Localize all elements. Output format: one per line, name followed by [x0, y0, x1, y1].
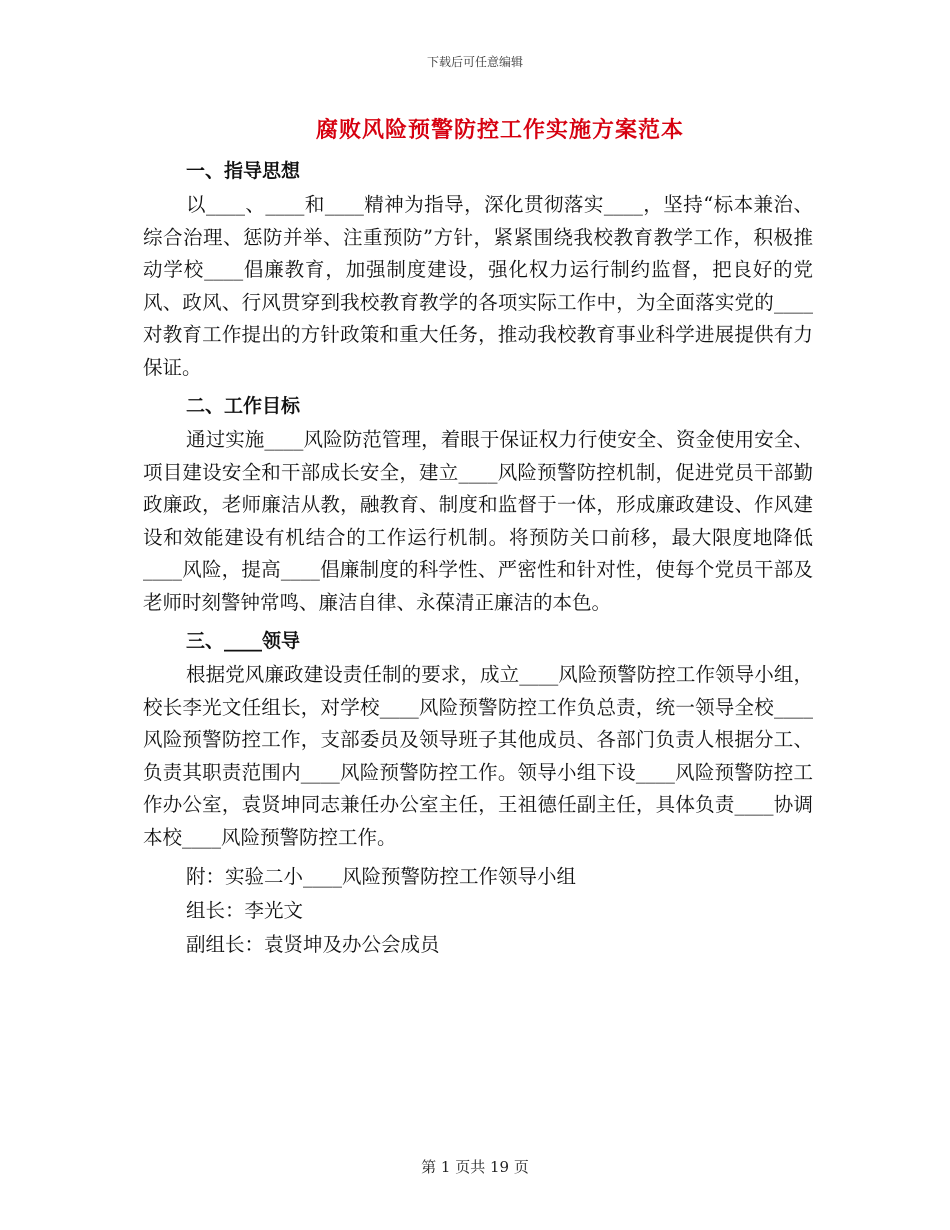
appendix-list	[143, 860, 813, 962]
section-heading-leadership: 三、____领导	[186, 630, 301, 652]
section-heading-work-goals: 二、工作目标	[186, 395, 301, 417]
document-body	[143, 155, 813, 962]
section-paragraph: 根据党风廉政建设责任制的要求，成立____风险预警防控工作领导小组，校长李光文任组长，对学校____风险预警防控工作负总责，统一领导全校____风险预警防控工作，支部委员及领导班子其他成员、各部门负责人根据分工、负责其职责范围内____风险预警防控工作。领导小组下设____风险预警防控工作办公室，袁贤坤同志兼任办公室主任，王祖德任副主任，具体负责____协调本校____风险预警防控工作。	[143, 663, 813, 849]
page-footer: 第 1 页共 19 页	[421, 1158, 529, 1176]
section-paragraph: 以____、____和____精神为指导，深化贯彻落实____，坚持“标本兼治、综合治理、惩防并举、注重预防”方针，紧紧围绕我校教育教学工作，积极推动学校____倡廉教育，加强制度建设，强化权力运行制约监督，把良好的党风、政风、行风贯穿到我校教育教学的各项实际工作中，为全面落实党的____对教育工作提出的方针政策和重大任务，推动我校教育事业科学进展提供有力保证。	[143, 193, 813, 379]
appendix-line: 副组长：袁贤坤及办公会成员	[186, 933, 440, 956]
document-title: 腐败风险预警防控工作实施方案范本	[315, 117, 684, 143]
appendix-line: 附：实验二小____风险预警防控工作领导小组	[186, 865, 577, 888]
appendix-line: 组长：李光文	[186, 899, 304, 922]
section-heading-guiding-ideology: 一、指导思想	[186, 160, 301, 182]
section-paragraph: 通过实施____风险防范管理，着眼于保证权力行使安全、资金使用安全、项目建设安全和干部成长安全，建立____风险预警防控机制，促进党员干部勤政廉政，老师廉洁从教，融教育、制度和监督于一体，形成廉政建设、作风建设和效能建设有机结合的工作运行机制。将预防关口前移，最大限度地降低____风险，提高____倡廉制度的科学性、严密性和针对性，使每个党员干部及老师时刻警钟常鸣、廉洁自律、永葆清正廉洁的本色。	[143, 428, 813, 614]
header-note: 下载后可任意编辑	[426, 55, 523, 69]
